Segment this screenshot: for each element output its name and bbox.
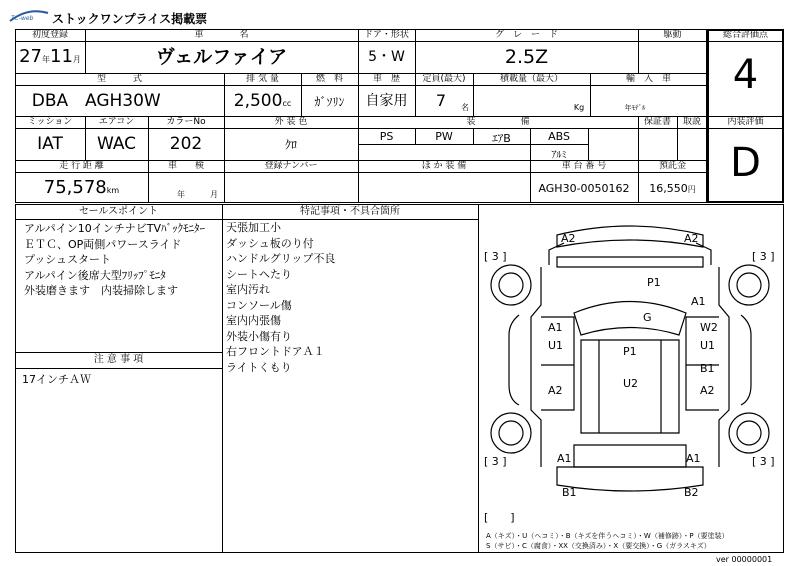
- special-note-line: 室内汚れ: [226, 283, 270, 296]
- special-note-line: コンソール傷: [226, 298, 292, 312]
- sales-point-line: アルパイン10インチナビTVﾊﾞｯｸﾓﾆﾀｰ: [24, 222, 206, 235]
- label-grade: グ レ ー ド: [494, 30, 558, 40]
- sales-points-list: [24, 221, 222, 299]
- damage-legend-line-2: S（サビ）・C（腐食）・XX（交換済み）・X（要交換）・G（ガラスキズ）: [486, 542, 711, 550]
- label-mileage: 走 行 距 離: [59, 161, 104, 171]
- damage-left-front-door-2: U1: [548, 339, 564, 352]
- special-note-line: ダッシュ板のり付: [226, 236, 314, 250]
- special-note-line: ハンドルグリップ不良: [226, 252, 336, 265]
- damage-legend-line-1: A（キズ）・U（ヘコミ）・B（キズを伴うヘコミ）・W（補修跡）・P（要塗装）: [486, 532, 729, 540]
- load-unit: Kg: [573, 103, 585, 112]
- exterior-color: ｸﾛ: [284, 138, 297, 152]
- label-aircon: エアコン: [98, 117, 135, 127]
- damage-right-front-fender: A1: [691, 295, 706, 308]
- sales-point-line: プッシュスタート: [24, 253, 112, 266]
- doors: 5・W: [368, 49, 405, 65]
- deposit: [638, 182, 707, 195]
- equipment-airbag: ｴｱB: [492, 132, 511, 145]
- damage-front-right: A2: [684, 232, 699, 245]
- first-registration-month: 11: [50, 46, 73, 67]
- page-title: ストックワンプライス掲載票: [52, 12, 208, 26]
- capacity: 7: [435, 91, 447, 110]
- special-notes-list: [226, 220, 476, 375]
- grade: 2.5Z: [504, 46, 549, 68]
- inspection-month-unit: 月: [210, 190, 218, 199]
- special-note-line: 右フロントドアＡ１: [226, 345, 325, 358]
- mileage-unit: km: [106, 186, 120, 195]
- damage-right-rear-door-2: A2: [700, 384, 715, 397]
- inspection-year-unit: 年: [177, 190, 185, 199]
- spare-tire-mark: [ ]: [484, 511, 515, 524]
- label-other-equipment: ほ か 装 備: [421, 161, 467, 171]
- sales-point-line: アルパイン後席大型ﾌﾘｯﾌﾟﾓﾆﾀ: [24, 268, 166, 282]
- damage-right-rear-door: B1: [700, 362, 715, 375]
- chassis-no: AGH30-0050162: [538, 182, 630, 195]
- displacement-value: 2,500: [233, 91, 283, 111]
- label-displacement: 排 気 量: [246, 74, 279, 84]
- svg-text:TC-web: TC-web: [11, 15, 34, 22]
- label-inspection: 車 検: [167, 161, 204, 171]
- damage-rear-right: B2: [684, 486, 699, 499]
- equipment-pw: PW: [435, 130, 453, 143]
- tire-mark-front-left: [ 3 ]: [484, 250, 507, 263]
- label-overall-score: 総合評価点: [722, 30, 768, 40]
- mileage: [15, 176, 148, 203]
- label-first-registration: 初度登録: [31, 30, 68, 40]
- notes-list: [22, 372, 220, 388]
- damage-rear-left: B1: [562, 486, 577, 499]
- damage-front-left: A2: [561, 232, 576, 245]
- model: AGH30W: [85, 91, 161, 111]
- equipment-alloy: ｱﾙﾐ: [551, 150, 567, 161]
- logo: [8, 7, 50, 25]
- transmission: IAT: [37, 134, 63, 154]
- special-note-line: 室内内張傷: [226, 314, 281, 327]
- label-plate: 登録ナンバー: [264, 161, 318, 171]
- damage-right-front-door-2: U1: [700, 339, 716, 352]
- damage-right-front-door: W2: [700, 321, 718, 334]
- logo-graphic: [8, 7, 50, 25]
- damage-roof: P1: [623, 345, 637, 358]
- label-doors: ドア・形状: [364, 30, 409, 40]
- damage-roof-glass: G: [643, 311, 652, 324]
- label-exterior-color: 外 装 色: [274, 117, 308, 127]
- deposit-unit: 円: [687, 185, 696, 194]
- label-transmission: ミッション: [27, 117, 73, 127]
- deposit-value: 16,550: [649, 182, 688, 195]
- special-note-line: 外装小傷有り: [226, 329, 292, 343]
- capacity-unit: 名: [461, 103, 469, 112]
- sales-points-label: セールスポイント: [78, 206, 159, 217]
- special-note-line: シートヘたり: [226, 267, 292, 281]
- damage-roof-rear: U2: [623, 377, 639, 390]
- damage-left-front-door: A1: [548, 321, 563, 334]
- label-import: 輸 入 車: [625, 74, 671, 84]
- model-prefix: DBA: [31, 91, 69, 111]
- special-note-line: 天張加工小: [226, 221, 281, 234]
- displacement: [224, 90, 301, 115]
- note-line: 17インチＡＷ: [22, 373, 91, 386]
- damage-right-rear-fender: A1: [686, 452, 701, 465]
- damage-left-rear-door: A2: [548, 384, 563, 397]
- sales-point-line: 外装磨きます 内装掃除します: [24, 284, 178, 297]
- displacement-unit: cc: [282, 99, 292, 108]
- special-note-line: ライトくもり: [226, 360, 292, 374]
- car-name: ヴェルファイア: [155, 46, 288, 68]
- label-deposit: 預託金: [658, 161, 686, 171]
- label-model: 型 式: [96, 74, 142, 84]
- month-unit: 月: [72, 55, 81, 64]
- mileage-value: 75,578: [43, 177, 107, 198]
- first-registration: [15, 45, 85, 72]
- sales-point-line: ＥＴＣ、OP両側パワースライド: [24, 237, 182, 251]
- first-registration-year: 27: [19, 46, 42, 67]
- equipment-abs: ABS: [548, 130, 570, 143]
- label-color-no: カラーNo: [166, 117, 206, 127]
- label-equipment: 装 備: [466, 117, 530, 127]
- color-no: 202: [169, 134, 203, 154]
- interior-score: D: [730, 140, 761, 186]
- label-fuel: 燃 料: [315, 74, 343, 84]
- vehicle-history: 自家用: [365, 93, 408, 109]
- tire-mark-rear-right: [ 3 ]: [752, 455, 775, 468]
- equipment-ps: PS: [379, 130, 394, 143]
- year-unit: 年: [42, 55, 50, 64]
- label-drive: 駆動: [663, 30, 682, 40]
- special-notes-label: 特記事項・不具合箇所: [300, 206, 400, 217]
- label-chassis-no: 車 台 番 号: [561, 161, 607, 171]
- label-vehicle-history: 車 歴: [372, 74, 400, 84]
- tire-mark-rear-left: [ 3 ]: [484, 455, 507, 468]
- damage-hood: P1: [647, 276, 661, 289]
- damage-left-rear-fender: A1: [557, 452, 572, 465]
- model-year-label: 年ﾓﾃﾞﾙ: [624, 104, 646, 112]
- label-car-name: 車 名: [194, 30, 249, 40]
- fuel: ｶﾞｿﾘﾝ: [314, 95, 345, 109]
- tire-mark-front-right: [ 3 ]: [752, 250, 775, 263]
- aircon: WAC: [96, 134, 137, 154]
- label-manual: 取説: [682, 117, 701, 127]
- label-interior-score: 内装評価: [727, 117, 764, 127]
- notes-label: 注 意 事 項: [93, 354, 144, 365]
- label-warranty: 保証書: [643, 117, 671, 127]
- label-capacity: 定員(最大): [422, 74, 466, 84]
- label-load: 積載量（最大）: [499, 74, 563, 84]
- version-label: ver 00000001: [716, 555, 773, 564]
- overall-score: 4: [732, 52, 759, 98]
